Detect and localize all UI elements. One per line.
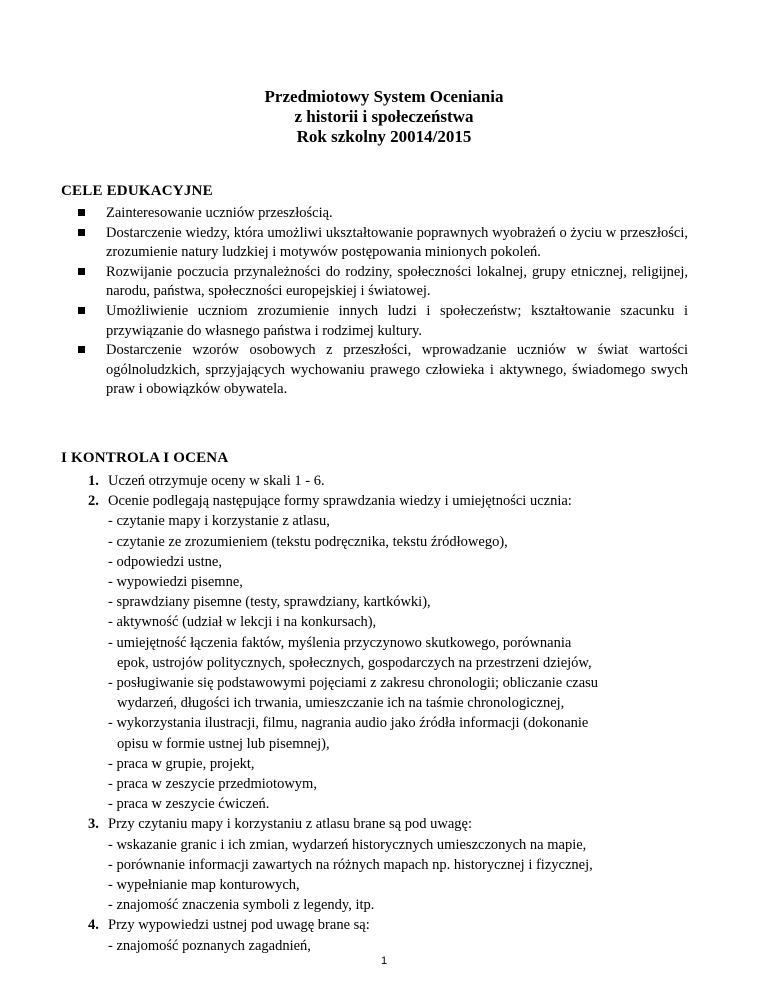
sub-item: - praca w zeszycie przedmiotowym, bbox=[108, 776, 317, 793]
goal-item bbox=[78, 224, 688, 263]
sub-item: - wypowiedzi pisemne, bbox=[108, 574, 243, 591]
item-text: Ocenie podlegają następujące formy sprawdzania wiedzy i umiejętności ucznia: bbox=[108, 493, 572, 510]
section-heading-cele: CELE EDUKACYJNE bbox=[61, 183, 213, 199]
item-text: Przy czytaniu mapy i korzystaniu z atlasu brane są pod uwagę: bbox=[108, 816, 472, 833]
sub-item: - posługiwanie się podstawowymi pojęciami z zakresu chronologii; obliczanie czasu bbox=[108, 675, 599, 692]
sub-item: - sprawdziany pisemne (testy, sprawdziany, kartkówki), bbox=[108, 594, 431, 611]
sub-item: - wykorzystania ilustracji, filmu, nagrania audio jako źródła informacji (dokonanie bbox=[108, 715, 589, 732]
goal-item bbox=[78, 204, 688, 224]
goal-item bbox=[78, 263, 688, 302]
assessment-item bbox=[88, 915, 698, 955]
section-heading-kontrola: I KONTROLA I OCENA bbox=[61, 450, 229, 466]
sub-item: - porównanie informacji zawartych na różnych mapach np. historycznej i fizycznej, bbox=[108, 856, 593, 873]
assessment-item bbox=[88, 491, 698, 814]
goal-item bbox=[78, 341, 688, 400]
bullet-square-icon bbox=[78, 268, 85, 275]
title-line-3: Rok szkolny 20014/2015 bbox=[296, 127, 472, 146]
item-text: Uczeń otrzymuje oceny w skali 1 - 6. bbox=[108, 473, 325, 489]
goal-text: Dostarczenie wzorów osobowych z przeszłości, wprowadzanie uczniów w świat wartości ogólnoludzkich, sprzyjających wychowaniu prawego człowieka i aktywnego, świadomego swych praw i obowiązków obywatela. bbox=[106, 342, 688, 398]
goal-text: Rozwijanie poczucia przynależności do rodziny, społeczności lokalnej, grupy etnicznej, religijnej, narodu, państwa, społeczności europejskiej i światowej. bbox=[106, 263, 688, 300]
bullet-square-icon bbox=[78, 209, 85, 216]
item-number: 2. bbox=[88, 493, 99, 510]
sub-item-continuation: opisu w formie ustnej lub pisemnej), bbox=[117, 735, 330, 752]
sub-item: - odpowiedzi ustne, bbox=[108, 553, 222, 570]
sub-item: - wypełnianie map konturowych, bbox=[108, 877, 300, 894]
page-number: 1 bbox=[380, 955, 388, 967]
sub-item: - znajomość poznanych zagadnień, bbox=[108, 937, 311, 954]
assessment-item bbox=[88, 814, 698, 915]
assessment-list bbox=[88, 471, 698, 956]
sub-item: - aktywność (udział w lekcji i na konkursach), bbox=[108, 614, 377, 631]
goals-list bbox=[78, 204, 688, 400]
sub-item: - praca w zeszycie ćwiczeń. bbox=[108, 796, 270, 813]
item-number: 1. bbox=[88, 473, 99, 489]
sub-item-continuation: wydarzeń, długości ich trwania, umieszczanie ich na taśmie chronologicznej, bbox=[117, 695, 565, 712]
title-line-1: Przedmiotowy System Oceniania bbox=[264, 87, 504, 106]
assessment-item bbox=[88, 471, 698, 491]
sub-item: - praca w grupie, projekt, bbox=[108, 755, 255, 772]
title-line-2: z historii i społeczeństwa bbox=[294, 107, 474, 126]
sub-item: - umiejętność łączenia faktów, myślenia przyczynowo skutkowego, porównania bbox=[108, 634, 572, 651]
item-number: 4. bbox=[88, 917, 99, 934]
sub-item: - wskazanie granic i ich zmian, wydarzeń historycznych umieszczonych na mapie, bbox=[108, 836, 587, 853]
goal-text: Umożliwienie uczniom zrozumienie innych ludzi i społeczeństw; kształtowanie szacunku i przywiązanie do własnego państwa i rodzimej kultury. bbox=[106, 302, 688, 339]
bullet-square-icon bbox=[78, 229, 85, 236]
goal-item bbox=[78, 302, 688, 341]
bullet-square-icon bbox=[78, 346, 85, 353]
item-number: 3. bbox=[88, 816, 99, 833]
goal-text: Zainteresowanie uczniów przeszłością. bbox=[106, 205, 333, 221]
sub-item: - znajomość znaczenia symboli z legendy, itp. bbox=[108, 897, 375, 914]
goal-text: Dostarczenie wiedzy, która umożliwi ukształtowanie poprawnych wyobrażeń o życiu w przeszłości, zrozumienie natury ludzkiej i motywów postępowania minionych pokoleń. bbox=[106, 224, 688, 261]
sub-item-continuation: epok, ustrojów politycznych, społecznych, gospodarczych na przestrzeni dziejów, bbox=[117, 654, 592, 671]
sub-item: - czytanie ze zrozumieniem (tekstu podręcznika, tekstu źródłowego), bbox=[108, 533, 508, 550]
sub-item: - czytanie mapy i korzystanie z atlasu, bbox=[108, 513, 330, 530]
bullet-square-icon bbox=[78, 307, 85, 314]
item-text: Przy wypowiedzi ustnej pod uwagę brane są: bbox=[108, 917, 370, 934]
